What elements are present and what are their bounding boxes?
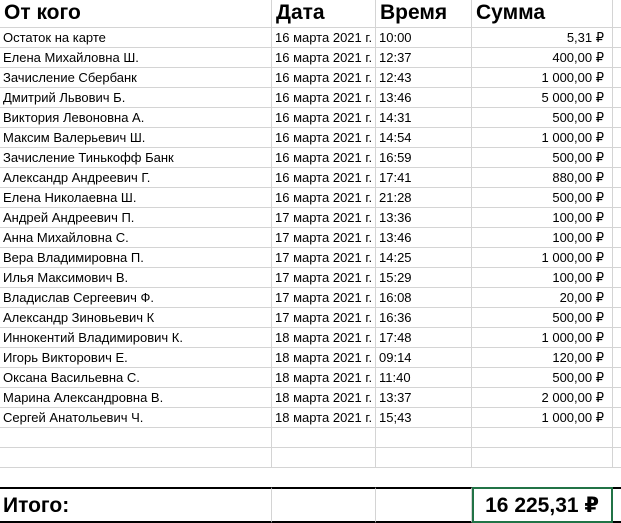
- cell-sum[interactable]: 100,00 ₽: [472, 208, 613, 228]
- cell-sum[interactable]: 1 000,00 ₽: [472, 248, 613, 268]
- empty-cell[interactable]: [613, 28, 621, 48]
- cell-from[interactable]: Зачисление Сбербанк: [0, 68, 272, 88]
- table-row: [0, 108, 621, 128]
- empty-cell[interactable]: [613, 208, 621, 228]
- empty-cell[interactable]: [272, 428, 376, 448]
- cell-sum[interactable]: 400,00 ₽: [472, 48, 613, 68]
- cell-date[interactable]: 16 марта 2021 г.: [272, 148, 376, 168]
- empty-cell[interactable]: [613, 308, 621, 328]
- cell-date[interactable]: 18 марта 2021 г.: [272, 408, 376, 428]
- cell-date[interactable]: 17 марта 2021 г.: [272, 228, 376, 248]
- empty-cell[interactable]: [613, 268, 621, 288]
- empty-cell[interactable]: [613, 428, 621, 448]
- cell-from[interactable]: Оксана Васильевна С.: [0, 368, 272, 388]
- cell-sum[interactable]: 500,00 ₽: [472, 188, 613, 208]
- table-row: [0, 328, 621, 348]
- empty-cell[interactable]: [613, 388, 621, 408]
- cell-time[interactable]: 17:41: [376, 168, 472, 188]
- cell-date[interactable]: 16 марта 2021 г.: [272, 88, 376, 108]
- cell-from[interactable]: Александр Андреевич Г.: [0, 168, 272, 188]
- cell-date[interactable]: 17 марта 2021 г.: [272, 288, 376, 308]
- cell-sum[interactable]: 2 000,00 ₽: [472, 388, 613, 408]
- cell-from[interactable]: Остаток на карте: [0, 28, 272, 48]
- table-row: [0, 168, 621, 188]
- cell-time[interactable]: 15;43: [376, 408, 472, 428]
- cell-from[interactable]: Владислав Сергеевич Ф.: [0, 288, 272, 308]
- cell-date[interactable]: 17 марта 2021 г.: [272, 308, 376, 328]
- cell-from[interactable]: Марина Александровна В.: [0, 388, 272, 408]
- cell-from[interactable]: Андрей Андреевич П.: [0, 208, 272, 228]
- empty-cell[interactable]: [272, 487, 376, 523]
- cell-time[interactable]: 12:43: [376, 68, 472, 88]
- empty-cell[interactable]: [472, 448, 613, 468]
- cell-time[interactable]: 09:14: [376, 348, 472, 368]
- table-row: [0, 208, 621, 228]
- empty-cell[interactable]: [376, 428, 472, 448]
- header-time[interactable]: Время: [376, 0, 472, 28]
- cell-from[interactable]: Анна Михайловна С.: [0, 228, 272, 248]
- empty-cell[interactable]: [0, 428, 272, 448]
- table-row: [0, 388, 621, 408]
- cell-sum[interactable]: 500,00 ₽: [472, 148, 613, 168]
- table-row: [0, 128, 621, 148]
- cell-sum[interactable]: 5,31 ₽: [472, 28, 613, 48]
- cell-date[interactable]: 18 марта 2021 г.: [272, 328, 376, 348]
- cell-sum[interactable]: 1 000,00 ₽: [472, 408, 613, 428]
- cell-date[interactable]: 16 марта 2021 г.: [272, 48, 376, 68]
- cell-from[interactable]: Иннокентий Владимирович К.: [0, 328, 272, 348]
- empty-cell[interactable]: [613, 448, 621, 468]
- cell-sum[interactable]: 100,00 ₽: [472, 228, 613, 248]
- cell-time[interactable]: 16:59: [376, 148, 472, 168]
- empty-cell[interactable]: [613, 88, 621, 108]
- cell-sum[interactable]: 120,00 ₽: [472, 348, 613, 368]
- table-row: [0, 408, 621, 428]
- empty-cell[interactable]: [613, 68, 621, 88]
- total-label[interactable]: Итого:: [0, 487, 272, 523]
- empty-cell[interactable]: [376, 448, 472, 468]
- header-sum[interactable]: Сумма: [472, 0, 613, 28]
- empty-cell[interactable]: [613, 48, 621, 68]
- cell-from[interactable]: Максим Валерьевич Ш.: [0, 128, 272, 148]
- cell-sum[interactable]: 20,00 ₽: [472, 288, 613, 308]
- cell-date[interactable]: 18 марта 2021 г.: [272, 348, 376, 368]
- empty-cell[interactable]: [272, 448, 376, 468]
- cell-date[interactable]: 18 марта 2021 г.: [272, 368, 376, 388]
- cell-date[interactable]: 17 марта 2021 г.: [272, 268, 376, 288]
- table-row: [0, 48, 621, 68]
- cell-time[interactable]: 15:29: [376, 268, 472, 288]
- cell-sum[interactable]: 500,00 ₽: [472, 368, 613, 388]
- empty-cell[interactable]: [613, 348, 621, 368]
- cell-date[interactable]: 16 марта 2021 г.: [272, 128, 376, 148]
- cell-time[interactable]: 14:25: [376, 248, 472, 268]
- table-row: [0, 308, 621, 328]
- table-row: [0, 228, 621, 248]
- cell-date[interactable]: 16 марта 2021 г.: [272, 68, 376, 88]
- total-row: [0, 487, 621, 523]
- cell-date[interactable]: 16 марта 2021 г.: [272, 28, 376, 48]
- empty-row: [0, 428, 621, 448]
- cell-time[interactable]: 17:48: [376, 328, 472, 348]
- empty-cell[interactable]: [376, 487, 472, 523]
- cell-from[interactable]: Вера Владимировна П.: [0, 248, 272, 268]
- cell-date[interactable]: 17 марта 2021 г.: [272, 248, 376, 268]
- table-row: [0, 348, 621, 368]
- cell-date[interactable]: 16 марта 2021 г.: [272, 188, 376, 208]
- cell-time[interactable]: 10:00: [376, 28, 472, 48]
- cell-time[interactable]: 16:08: [376, 288, 472, 308]
- empty-cell[interactable]: [613, 168, 621, 188]
- cell-from[interactable]: Елена Михайловна Ш.: [0, 48, 272, 68]
- cell-time[interactable]: 16:36: [376, 308, 472, 328]
- cell-date[interactable]: 16 марта 2021 г.: [272, 168, 376, 188]
- empty-cell[interactable]: [613, 408, 621, 428]
- cell-from[interactable]: Сергей Анатольевич Ч.: [0, 408, 272, 428]
- empty-cell[interactable]: [613, 328, 621, 348]
- cell-sum[interactable]: 500,00 ₽: [472, 308, 613, 328]
- cell-time[interactable]: 21:28: [376, 188, 472, 208]
- cell-sum[interactable]: 100,00 ₽: [472, 268, 613, 288]
- cell-from[interactable]: Александр Зиновьевич К: [0, 308, 272, 328]
- cell-sum[interactable]: 1 000,00 ₽: [472, 328, 613, 348]
- empty-cell[interactable]: [613, 0, 621, 28]
- table-row: [0, 148, 621, 168]
- table-row: [0, 248, 621, 268]
- cell-sum[interactable]: 500,00 ₽: [472, 108, 613, 128]
- cell-time[interactable]: 13:46: [376, 228, 472, 248]
- empty-cell[interactable]: [613, 288, 621, 308]
- cell-from[interactable]: Виктория Левоновна А.: [0, 108, 272, 128]
- header-from[interactable]: От кого: [0, 0, 272, 28]
- cell-sum[interactable]: 1 000,00 ₽: [472, 68, 613, 88]
- cell-from[interactable]: Елена Николаевна Ш.: [0, 188, 272, 208]
- cell-time[interactable]: 13:37: [376, 388, 472, 408]
- empty-cell[interactable]: [613, 188, 621, 208]
- cell-from[interactable]: Дмитрий Львович Б.: [0, 88, 272, 108]
- empty-cell[interactable]: [613, 228, 621, 248]
- header-date[interactable]: Дата: [272, 0, 376, 28]
- cell-from[interactable]: Игорь Викторович Е.: [0, 348, 272, 368]
- table-row: [0, 368, 621, 388]
- empty-cell[interactable]: [613, 487, 621, 523]
- cell-time[interactable]: 12:37: [376, 48, 472, 68]
- empty-cell[interactable]: [613, 368, 621, 388]
- cell-time[interactable]: 13:46: [376, 88, 472, 108]
- cell-date[interactable]: 16 марта 2021 г.: [272, 108, 376, 128]
- cell-time[interactable]: 14:31: [376, 108, 472, 128]
- cell-time[interactable]: 11:40: [376, 368, 472, 388]
- empty-cell[interactable]: [613, 148, 621, 168]
- cell-sum[interactable]: 1 000,00 ₽: [472, 128, 613, 148]
- empty-cell[interactable]: [0, 448, 272, 468]
- cell-from[interactable]: Илья Максимович В.: [0, 268, 272, 288]
- table-row: [0, 68, 621, 88]
- cell-sum[interactable]: 5 000,00 ₽: [472, 88, 613, 108]
- empty-row: [0, 448, 621, 468]
- cell-time[interactable]: 14:54: [376, 128, 472, 148]
- cell-sum[interactable]: 880,00 ₽: [472, 168, 613, 188]
- empty-cell[interactable]: [613, 128, 621, 148]
- cell-date[interactable]: 18 марта 2021 г.: [272, 388, 376, 408]
- table-row: [0, 188, 621, 208]
- cell-from[interactable]: Зачисление Тинькофф Банк: [0, 148, 272, 168]
- empty-cell[interactable]: [613, 248, 621, 268]
- cell-time[interactable]: 13:36: [376, 208, 472, 228]
- table-row: [0, 268, 621, 288]
- total-value[interactable]: 16 225,31 ₽: [472, 487, 613, 523]
- table-row: [0, 28, 621, 48]
- empty-cell[interactable]: [472, 428, 613, 448]
- table-row: [0, 288, 621, 308]
- header-row: [0, 0, 621, 28]
- empty-cell[interactable]: [613, 108, 621, 128]
- cell-date[interactable]: 17 марта 2021 г.: [272, 208, 376, 228]
- table-row: [0, 88, 621, 108]
